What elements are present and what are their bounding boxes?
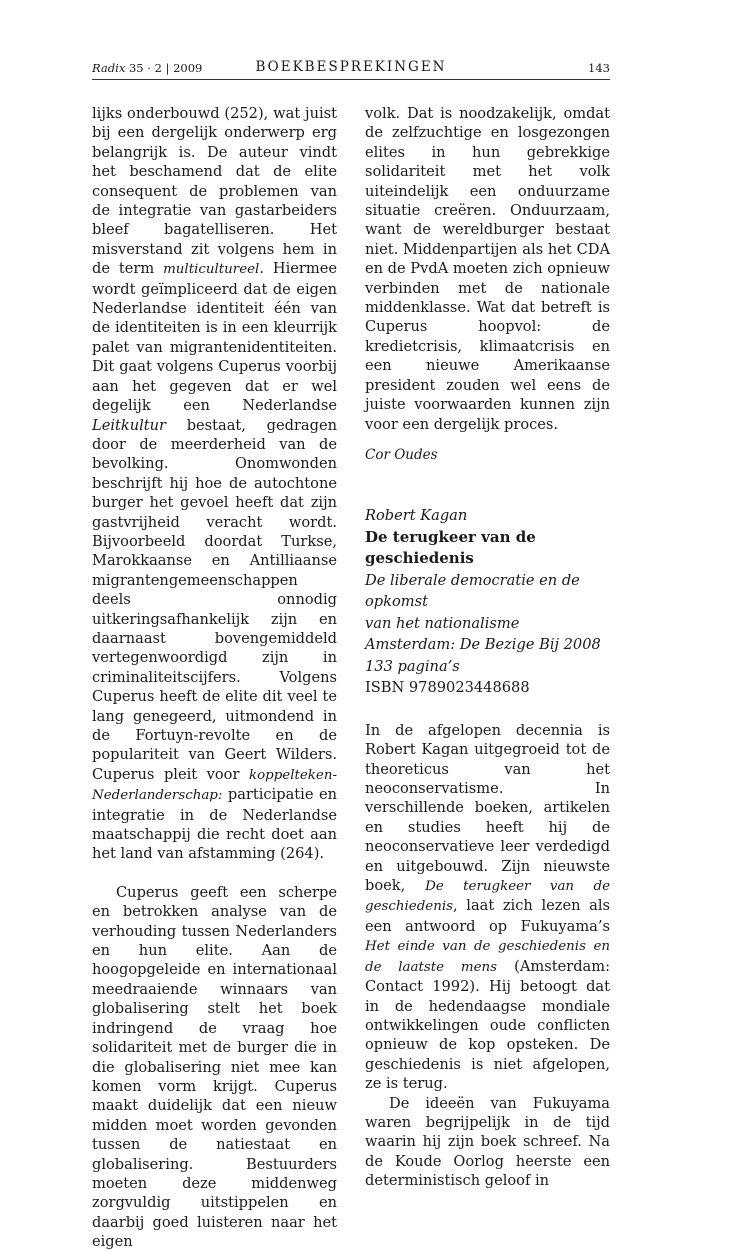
book-isbn: ISBN 9789023448688 <box>365 679 530 697</box>
header-rule <box>92 79 610 80</box>
book-title: De terugkeer van de geschiedenis <box>365 527 536 568</box>
body-paragraph: De ideeën van Fukuyama waren begrijpelijk in de tijd waarin hij zijn boek schreef. Na de Koude Oorlog heerste een deterministisch geloof in <box>365 1094 610 1190</box>
body-paragraph: lijks onderbouwd (252), wat juist bij een dergelijk onderwerp erg belangrijk is. De auteur vindt het beschamend dat de elite consequent de problemen van de integratie van gastarbeiders bleef bagatelliseren. Het misverstand zit volgens hem in de term multicultureel. Hiermee wordt geïmpliceerd dat de eigen Nederlandse identiteit één van de identiteiten is in een kleurrijk palet van migrantenidentiteiten. Dit gaat volgens Cuperus voorbij aan het gegeven dat er wel degelijk een Nederlandse Leitkultur bestaat, gedragen door de meerderheid van de bevolking. Onomwonden beschrijft hij hoe de autochtone burger het gevoel heeft dat zijn gastvrijheid veracht wordt. Bijvoorbeeld doordat Turkse, Marokkaanse en Antilliaanse migrantengemeenschappen deels onnodig uitkeringsafhankelijk zijn en daarnaast bovengemiddeld vertegenwoordigd zijn in criminaliteitscijfers. Volgens Cuperus heeft de elite dit veel te lang genegeerd, uitmondend in de Fortuyn-revolte en de populariteit van Geert Wilders. Cuperus pleit voor koppelteken-Nederlanderschap: participatie en integratie in de Nederlandse maatschappij die recht doet aan het land van afstamming (264). <box>92 105 337 863</box>
body-paragraph: volk. Dat is noodzakelijk, omdat de zelfzuchtige en losgezongen elites in hun gebrekkige solidariteit met het volk uiteindelijk een onduurzame situatie creëren. Onduurzaam, want de wereldburger bestaat niet. Middenpartijen als het CDA en de PvdA moeten zich opnieuw verbinden met de nationale middenklasse. Wat dat betreft is Cuperus hoopvol: de kredietcrisis, klimaatcrisis en een nieuwe Amerikaanse president zouden wel eens de juiste voorwaarden kunnen zijn voor een dergelijk proces. <box>365 105 610 433</box>
book-info-block <box>365 505 610 699</box>
left-column <box>92 104 337 1252</box>
review-signature: Cor Oudes <box>365 446 438 463</box>
right-column <box>365 104 610 1191</box>
emphasis-term: koppelteken-Nederlanderschap: <box>92 767 337 804</box>
book-subtitle-line: van het nationalisme <box>365 614 520 632</box>
journal-name: Radix <box>92 61 126 75</box>
emphasis-term: Leitkultur <box>92 416 167 434</box>
body-paragraph: Cuperus geeft een scherpe en betrokken analyse van de verhouding tussen Nederlanders en hun elite. Aan de hoogopgeleide en internationaal meedraaiende winnaars van globalisering stelt het boek indringend de vraag hoe solidariteit met de burger die in die globalisering niet mee kan komen vorm krijgt. Cuperus maakt duidelijk dat een nieuw midden moet worden gevonden tussen de natiestaat en globalisering. Bestuurders moeten deze middenweg zorgvuldig uitstippelen en daarbij goed luisteren naar het eigen <box>92 883 337 1251</box>
journal-issue: 35 · 2 | 2009 <box>128 61 203 75</box>
book-subtitle-line: De liberale democratie en de opkomst <box>365 571 580 611</box>
book-author: Robert Kagan <box>365 507 468 525</box>
book-title-reference: De terugkeer van de geschiedenis <box>365 879 610 915</box>
section-title: BOEKBESPREKINGEN <box>255 59 447 75</box>
page-number: 143 <box>588 61 610 75</box>
book-pages: 133 pagina’s <box>365 657 460 675</box>
book-title-reference: Het einde van de geschiedenis en de laatste mens <box>365 939 610 975</box>
book-publisher: Amsterdam: De Bezige Bij 2008 <box>365 636 601 654</box>
emphasis-term: multicultureel <box>163 262 260 278</box>
body-paragraph: In de afgelopen decennia is Robert Kagan uitgegroeid tot de theoreticus van het neoconservatisme. In verschillende boeken, artikelen en studies heeft hij de neoconservatieve leer verdedigd en uitgebouwd. Zijn nieuwste boek, De terugkeer van de geschiedenis, laat zich lezen als een antwoord op Fukuyama’s Het einde van de geschiedenis en de laatste mens (Amsterdam: Contact 1992). Hij betoogt dat in de hedendaagse mondiale ontwikkelingen oude conflicten opnieuw de kop opsteken. De geschiedenis is niet afgelopen, ze is terug. <box>365 721 611 1093</box>
